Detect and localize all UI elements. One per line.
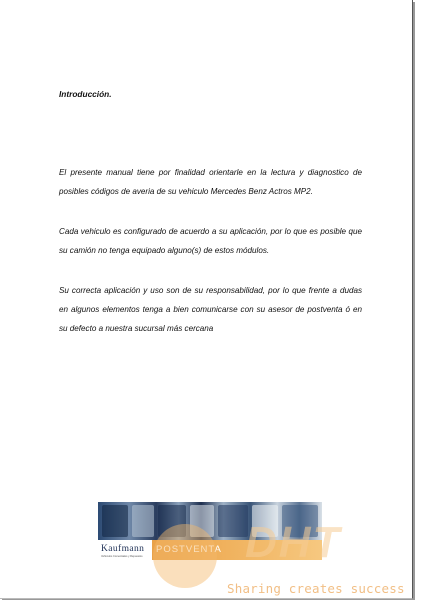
watermark-circle-icon <box>153 524 217 588</box>
intro-paragraph-responsibility: Su correcta aplicación y uso son de su responsabilidad, por lo que frente a dudas en algunos elementos tenga a bien comunicarse con su asesor de postventa ó en su defecto a nuestra sucursal más cercana <box>59 286 362 333</box>
brand-tagline: Vehículos Comerciales y Repuestos <box>101 555 143 558</box>
intro-paragraph-purpose: El presente manual tiene por finalidad orientarle en la lectura y diagnostico de posibles códigos de averia de su vehiculo Mercedes Benz Actros MP2. <box>59 168 362 196</box>
postventa-label: POSTVENTA <box>156 544 222 555</box>
intro-paragraph-configuration: Cada vehiculo es configurado de acuerdo a su aplicación, por lo que es posible que su camión no tenga equipado alguno(s) de estos módulos. <box>59 227 362 255</box>
photo-tile <box>102 505 128 537</box>
brand-name: Kaufmann <box>101 544 145 554</box>
watermark <box>150 518 425 600</box>
watermark-slogan: Sharing creates success <box>227 581 405 596</box>
section-heading: Introducción. <box>59 89 112 99</box>
watermark-logo: DHT <box>245 518 342 567</box>
kaufmann-logo <box>98 540 152 560</box>
